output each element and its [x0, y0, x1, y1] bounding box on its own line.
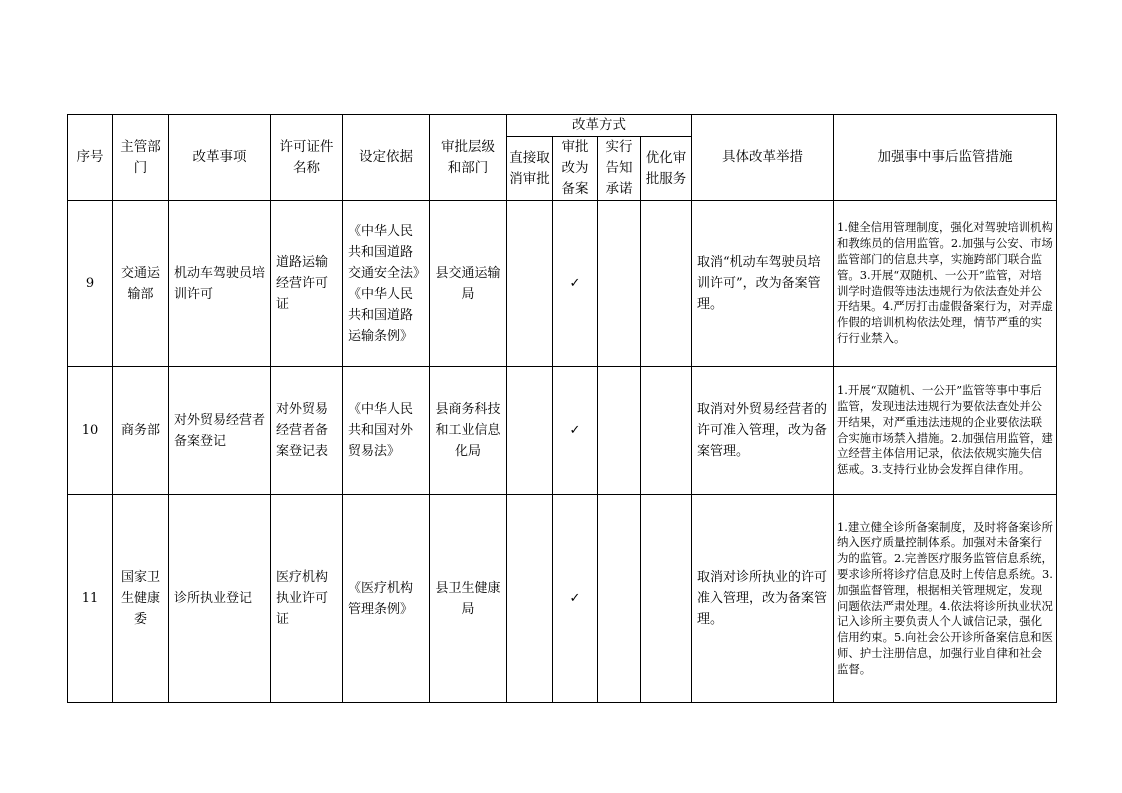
- cell-check-optimize: [641, 495, 692, 703]
- cell-level: 县卫生健康局: [430, 495, 507, 703]
- cell-check-cancel: [507, 201, 553, 367]
- cell-basis: 《医疗机构管理条例》: [343, 495, 430, 703]
- cell-check-optimize: [641, 201, 692, 367]
- header-item: 改革事项: [169, 115, 271, 201]
- cell-check-cancel: [507, 367, 553, 495]
- cell-check-cancel: [507, 495, 553, 703]
- header-level: 审批层级和部门: [430, 115, 507, 201]
- cell-item: 诊所执业登记: [169, 495, 271, 703]
- cell-license: 道路运输经营许可证: [271, 201, 343, 367]
- cell-seq: 11: [68, 495, 113, 703]
- header-method-group: 改革方式: [507, 115, 692, 137]
- cell-check-filing: ✓: [553, 367, 598, 495]
- header-measures: 具体改革举措: [692, 115, 834, 201]
- cell-item: 机动车驾驶员培训许可: [169, 201, 271, 367]
- cell-license: 医疗机构执业许可证: [271, 495, 343, 703]
- cell-dept: 商务部: [113, 367, 169, 495]
- cell-measures: 取消对诊所执业的许可准入管理，改为备案管理。: [692, 495, 834, 703]
- header-license: 许可证件名称: [271, 115, 343, 201]
- header-method-optimize: 优化审批服务: [641, 137, 692, 201]
- header-dept: 主管部门: [113, 115, 169, 201]
- header-seq: 序号: [68, 115, 113, 201]
- table-row: [68, 495, 1057, 703]
- cell-supervision: 1.建立健全诊所备案制度，及时将备案诊所纳入医疗质量控制体系。加强对未备案行为的监管。2.完善医疗服务监管信息系统，要求诊所将诊疗信息及时上传信息系统。3.加强监督管理，根据相关管理规定，发现问题依法严肃处理。4.依法将诊所执业状况记入诊所主要负责人个人诚信记录，强化信用约束。5.向社会公开诊所备案信息和医师、护士注册信息，加强行业自律和社会监督。: [834, 495, 1057, 703]
- cell-supervision: 1.健全信用管理制度，强化对驾驶培训机构和教练员的信用监管。2.加强与公安、市场监管部门的信息共享，实施跨部门联合监管。3.开展“双随机、一公开”监管，对培训学时造假等违法违规行为依法查处并公开结果。4.严厉打击虚假备案行为，对弄虚作假的培训机构依法处理，情节严重的实行行业禁入。: [834, 201, 1057, 367]
- header-supervision: 加强事中事后监管措施: [834, 115, 1057, 201]
- header-basis: 设定依据: [343, 115, 430, 201]
- cell-check-filing: ✓: [553, 201, 598, 367]
- header-method-promise: 实行告知承诺: [598, 137, 641, 201]
- table-row: [68, 367, 1057, 495]
- cell-measures: 取消对外贸易经营者的许可准入管理，改为备案管理。: [692, 367, 834, 495]
- table-row: [68, 201, 1057, 367]
- cell-check-filing: ✓: [553, 495, 598, 703]
- cell-supervision: 1.开展“双随机、一公开”监管等事中事后监管，发现违法违规行为要依法查处并公开结果，对严重违法违规的企业要依法联合实施市场禁入措施。2.加强信用监管，建立经营主体信用记录，依法依规实施失信惩戒。3.支持行业协会发挥自律作用。: [834, 367, 1057, 495]
- cell-check-promise: [598, 201, 641, 367]
- cell-check-optimize: [641, 367, 692, 495]
- cell-check-promise: [598, 367, 641, 495]
- header-method-filing: 审批改为备案: [553, 137, 598, 201]
- cell-seq: 10: [68, 367, 113, 495]
- cell-dept: 交通运输部: [113, 201, 169, 367]
- cell-level: 县交通运输局: [430, 201, 507, 367]
- cell-dept: 国家卫生健康委: [113, 495, 169, 703]
- cell-check-promise: [598, 495, 641, 703]
- cell-measures: 取消“机动车驾驶员培训许可”，改为备案管理。: [692, 201, 834, 367]
- cell-item: 对外贸易经营者备案登记: [169, 367, 271, 495]
- cell-basis: 《中华人民共和国对外贸易法》: [343, 367, 430, 495]
- header-method-cancel: 直接取消审批: [507, 137, 553, 201]
- cell-seq: 9: [68, 201, 113, 367]
- cell-level: 县商务科技和工业信息化局: [430, 367, 507, 495]
- cell-basis: 《中华人民共和国道路交通安全法》《中华人民共和国道路运输条例》: [343, 201, 430, 367]
- cell-license: 对外贸易经营者备案登记表: [271, 367, 343, 495]
- reform-table: [67, 114, 1057, 703]
